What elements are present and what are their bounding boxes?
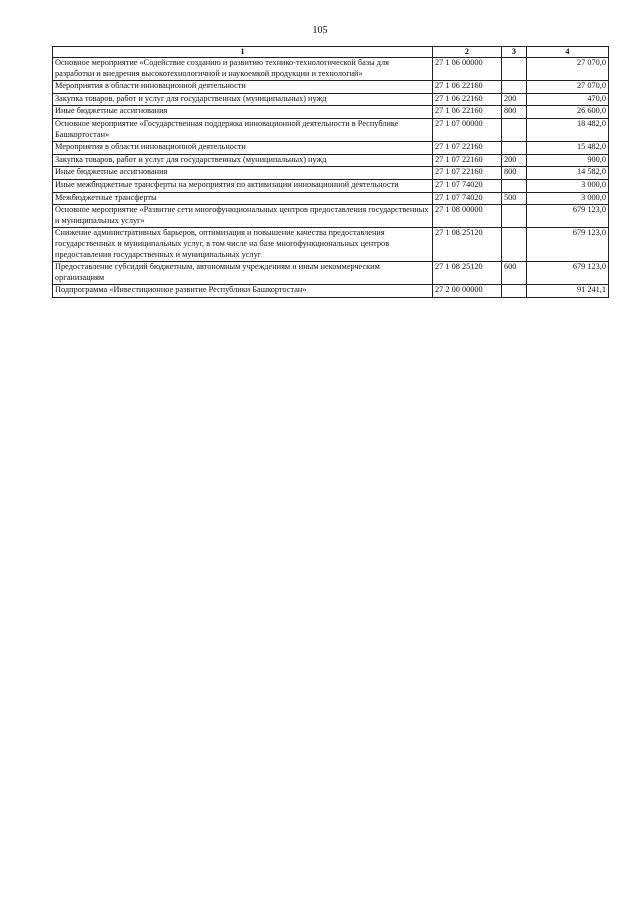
row-target-code: 27 1 07 74020	[433, 179, 502, 192]
row-expense-type: 600	[502, 262, 527, 285]
row-amount: 470,0	[527, 93, 609, 106]
row-name: Снижение административных барьеров, оптимизация и повышение качества предоставления государственных и муниципальных услуг, в том числе на базе многофункциональных центров предоставления государственных и муниципальных услуг	[53, 228, 433, 262]
table-row	[53, 154, 609, 167]
row-target-code: 27 1 06 22160	[433, 93, 502, 106]
row-expense-type	[502, 205, 527, 228]
table-row	[53, 262, 609, 285]
row-target-code: 27 1 06 00000	[433, 58, 502, 81]
row-target-code: 27 1 07 74020	[433, 192, 502, 205]
row-target-code: 27 2 00 00000	[433, 285, 502, 298]
header-col-1: 1	[53, 47, 433, 58]
row-amount: 3 000,0	[527, 179, 609, 192]
row-target-code: 27 1 08 25120	[433, 262, 502, 285]
row-expense-type: 200	[502, 154, 527, 167]
row-expense-type	[502, 228, 527, 262]
header-col-3: 3	[502, 47, 527, 58]
row-name: Мероприятия в области инновационной деятельности	[53, 81, 433, 94]
row-expense-type: 800	[502, 106, 527, 119]
row-name: Закупка товаров, работ и услуг для государственных (муниципальных) нужд	[53, 154, 433, 167]
table-row	[53, 58, 609, 81]
row-name: Предоставление субсидий бюджетным, автономным учреждениям и иным некоммерческим организациям	[53, 262, 433, 285]
table-row	[53, 179, 609, 192]
row-amount: 679 123,0	[527, 205, 609, 228]
row-name: Иные бюджетные ассигнования	[53, 167, 433, 180]
row-name: Мероприятия в области инновационной деятельности	[53, 142, 433, 155]
row-target-code: 27 1 08 25120	[433, 228, 502, 262]
header-col-2: 2	[433, 47, 502, 58]
row-name: Межбюджетные трансферты	[53, 192, 433, 205]
row-amount: 15 482,0	[527, 142, 609, 155]
row-name: Подпрограмма «Инвестиционное развитие Республики Башкортостан»	[53, 285, 433, 298]
table-row	[53, 118, 609, 141]
table-row	[53, 81, 609, 94]
row-target-code: 27 1 07 22160	[433, 167, 502, 180]
table-row	[53, 167, 609, 180]
row-name: Закупка товаров, работ и услуг для государственных (муниципальных) нужд	[53, 93, 433, 106]
row-amount: 27 070,0	[527, 81, 609, 94]
row-name: Основное мероприятие «Содействие созданию и развитию технико-технологической базы для разработки и внедрения высокотехнологичной и наукоемкой продукции и технологий»	[53, 58, 433, 81]
row-name: Иные бюджетные ассигнования	[53, 106, 433, 119]
row-target-code: 27 1 08 00000	[433, 205, 502, 228]
row-amount: 27 070,0	[527, 58, 609, 81]
budget-table	[52, 46, 609, 298]
row-expense-type: 200	[502, 93, 527, 106]
table-row	[53, 228, 609, 262]
row-target-code: 27 1 07 22160	[433, 142, 502, 155]
row-target-code: 27 1 06 22160	[433, 106, 502, 119]
table-row	[53, 106, 609, 119]
table-row	[53, 285, 609, 298]
row-expense-type: 500	[502, 192, 527, 205]
row-target-code: 27 1 07 22160	[433, 154, 502, 167]
header-col-4: 4	[527, 47, 609, 58]
row-target-code: 27 1 06 22160	[433, 81, 502, 94]
row-name: Иные межбюджетные трансферты на мероприятия по активизации инновационной деятельности	[53, 179, 433, 192]
table-header-row	[53, 47, 609, 58]
row-expense-type	[502, 179, 527, 192]
page-number: 105	[312, 25, 328, 36]
row-amount: 900,0	[527, 154, 609, 167]
row-name: Основное мероприятие «Государственная поддержка инновационной деятельности в Республике Башкортостан»	[53, 118, 433, 141]
row-amount: 91 241,1	[527, 285, 609, 298]
row-expense-type	[502, 118, 527, 141]
row-amount: 3 000,0	[527, 192, 609, 205]
row-amount: 14 582,0	[527, 167, 609, 180]
row-amount: 679 123,0	[527, 228, 609, 262]
row-expense-type: 800	[502, 167, 527, 180]
row-expense-type	[502, 81, 527, 94]
row-amount: 679 123,0	[527, 262, 609, 285]
row-expense-type	[502, 58, 527, 81]
table-row	[53, 192, 609, 205]
table-body	[53, 58, 609, 298]
table-row	[53, 93, 609, 106]
row-amount: 26 600,0	[527, 106, 609, 119]
row-target-code: 27 1 07 00000	[433, 118, 502, 141]
row-expense-type	[502, 142, 527, 155]
row-expense-type	[502, 285, 527, 298]
row-name: Основное мероприятие «Развитие сети многофункциональных центров предоставления государственных и муниципальных услуг»	[53, 205, 433, 228]
table-row	[53, 142, 609, 155]
table-row	[53, 205, 609, 228]
row-amount: 18 482,0	[527, 118, 609, 141]
